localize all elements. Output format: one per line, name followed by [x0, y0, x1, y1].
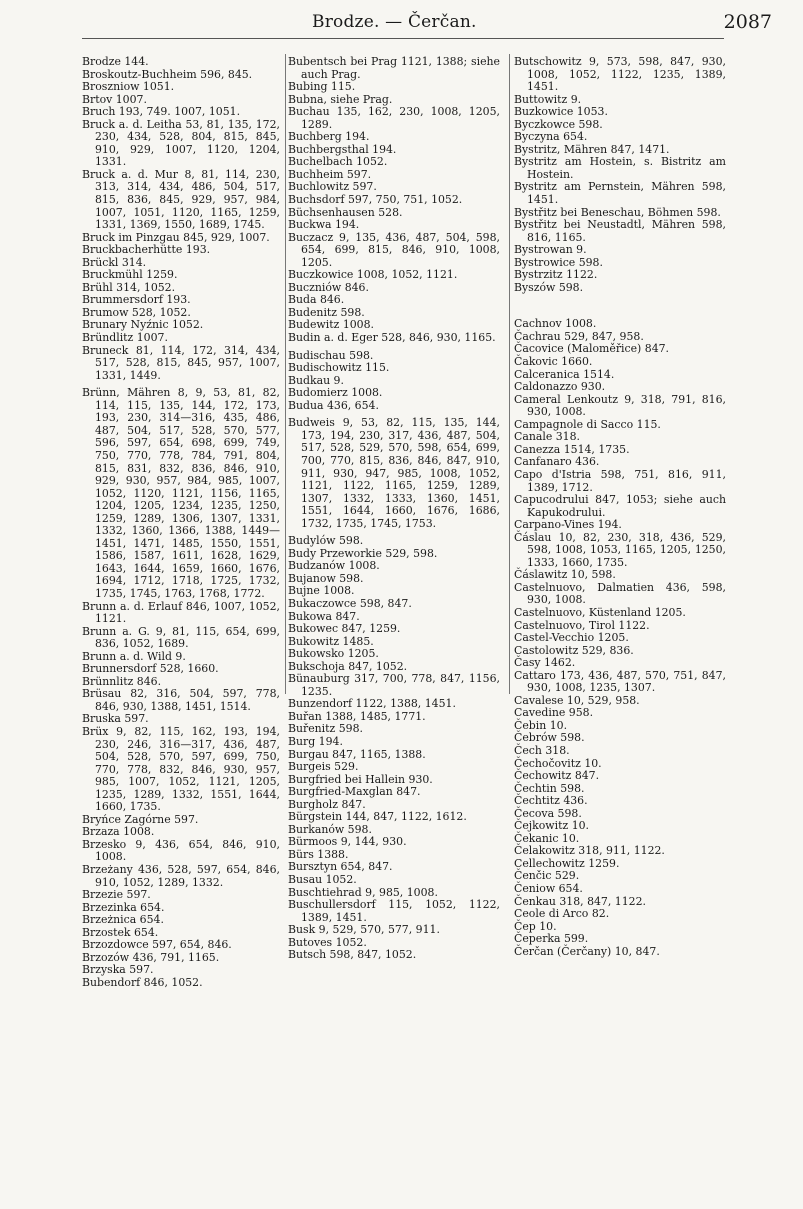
- index-entry: Budin a. d. Eger 528, 846, 930, 1165.: [288, 331, 496, 345]
- index-entry: Čáslau 10, 82, 230, 318, 436, 529, 598, 1008, 1053, 1165, 1205, 1250, 1333, 1660, 1735.: [514, 530, 726, 569]
- column-divider: [285, 54, 286, 694]
- index-entry: Čeniow 654.: [514, 882, 583, 895]
- index-entry: Castolowitz 529, 836.: [514, 643, 634, 657]
- column-divider: [509, 54, 510, 694]
- index-entry: Brzezie 597.: [82, 888, 151, 902]
- index-entry: Budy Przeworkie 529, 598.: [288, 546, 438, 560]
- index-entry: Burgholz 847.: [288, 797, 366, 811]
- index-entry: Brunn a. d. Erlauf 846, 1007, 1052, 1121.: [82, 599, 280, 626]
- index-entry: Carpano-Vines 194.: [514, 518, 622, 532]
- index-entry: Bruch 193, 749. 1007, 1051.: [82, 105, 241, 119]
- index-entry: Butschowitz 9, 573, 598, 847, 930, 1008, 1052, 1122, 1235, 1389, 1451.: [514, 55, 726, 94]
- index-entry: Buckwa 194.: [288, 218, 360, 232]
- index-entry: Bründlitz 1007.: [82, 331, 168, 345]
- index-entry: Buczacz 9, 135, 436, 487, 504, 598, 654, 699, 815, 846, 910, 1008, 1205.: [288, 230, 500, 269]
- index-entry: Byczkowce 598.: [514, 117, 603, 131]
- index-entry: Buschullersdorf 115, 1052, 1122, 1389, 1451.: [288, 898, 500, 924]
- index-entry: Čeperka 599.: [514, 932, 589, 946]
- index-entry: Čechtin 598.: [514, 781, 585, 795]
- column-1: [82, 56, 280, 989]
- index-entry: Čelakowitz 318, 911, 1122.: [514, 844, 665, 858]
- index-entry: Canezza 1514, 1735.: [514, 442, 630, 456]
- index-entry: Bubendorf 846, 1052.: [82, 975, 203, 989]
- index-entry: Bystřitz bei Neustadtl, Mähren 598, 816, 1165.: [514, 218, 726, 244]
- index-entry: Busk 9, 529, 570, 577, 911.: [288, 923, 440, 937]
- index-entry: Budzanów 1008.: [288, 559, 380, 573]
- index-entry: Ceole di Arco 82.: [514, 907, 610, 921]
- index-entry: Čebin 10.: [514, 718, 568, 732]
- index-entry: Bystrzitz 1122.: [514, 268, 598, 282]
- index-entry: Bruckbacherhütte 193.: [82, 243, 211, 257]
- index-entry: Buchau 135, 162, 230, 1008, 1205, 1289.: [288, 105, 500, 131]
- index-entry: Cattaro 173, 436, 487, 570, 751, 847, 930, 1008, 1235, 1307.: [514, 668, 726, 695]
- index-entry: Buchheim 597.: [288, 167, 372, 181]
- index-entry: Bukowec 847, 1259.: [288, 622, 401, 636]
- index-entry: Brzeżnica 654.: [82, 913, 164, 927]
- index-entry: Brzezinka 654.: [82, 900, 165, 914]
- index-entry: Čachrau 529, 847, 958.: [514, 329, 644, 343]
- index-entry: Bujanow 598.: [288, 571, 364, 585]
- page-number: 2087: [723, 11, 772, 33]
- index-entry: Brunn a. G. 9, 81, 115, 654, 699, 836, 1052, 1689.: [82, 624, 280, 651]
- index-entry: Brzaza 1008.: [82, 825, 155, 839]
- index-entry: Bursztyn 654, 847.: [288, 860, 393, 874]
- index-entry: Brzozów 436, 791, 1165.: [82, 950, 220, 964]
- index-entry: Čecova 598.: [514, 806, 582, 820]
- index-entry: Bukowsko 1205.: [288, 647, 379, 661]
- index-entry: Bukowitz 1485.: [288, 634, 374, 648]
- index-entry: Brummersdorf 193.: [82, 293, 191, 307]
- index-entry: Buchlowitz 597.: [288, 180, 377, 194]
- index-entry: Bryńce Zagórne 597.: [82, 812, 199, 826]
- index-entry: Bubing 115.: [288, 80, 356, 94]
- page-title: Brodze. — Čerčan.: [312, 12, 477, 32]
- index-entry: Cachnov 1008.: [514, 317, 597, 331]
- index-entry: Čenčic 529.: [514, 869, 580, 883]
- index-entry: Brtov 1007.: [82, 92, 147, 106]
- index-entry: Brückl 314.: [82, 255, 147, 269]
- index-entry: Čacovice (Maloměřice) 847.: [514, 342, 670, 356]
- index-entry: Brünn, Mähren 8, 9, 53, 81, 82, 114, 115, 135, 144, 172, 173, 193, 230, 314—316, 435, 486, 487, 504, 517, 528, 570, 577, 596, 597, 654, 698, 699, 749, 750, 770, 778, 784, 791, 804, 815, 831, 832, 836, 846, 910, 929, 930, 957, 984, 985, 1007, 1052, 1120, 1121, 1156, 1165, 1204, 1205, 1234, 1235, 1250, 1259, 1289, 1306, 1307, 1331, 1332, 1360, 1366, 1388, 1449—1451, 1471, 1485, 1550, 1551, 1586, 1587, 1611, 1628, 1629, 1643, 1644, 1659, 1660, 1676, 1694, 1712, 1718, 1725, 1732, 1735, 1745, 1763, 1768, 1772.: [82, 386, 280, 600]
- index-entry: Castelnuovo, Tirol 1122.: [514, 618, 650, 632]
- index-entry: Brzozdowce 597, 654, 846.: [82, 938, 232, 952]
- index-entry: Brzeżany 436, 528, 597, 654, 846, 910, 1052, 1289, 1332.: [82, 863, 280, 889]
- index-entry: Castelnuovo, Dalmatien 436, 598, 930, 1008.: [514, 580, 726, 607]
- index-entry: Brzostek 654.: [82, 925, 159, 939]
- index-entry: Bukowa 847.: [288, 609, 360, 623]
- index-entry: Bünauburg 317, 700, 778, 847, 1156, 1235.: [288, 672, 500, 698]
- index-entry: Burgau 847, 1165, 1388.: [288, 747, 426, 761]
- index-entry: Budischowitz 115.: [288, 361, 390, 375]
- index-entry: Busau 1052.: [288, 873, 357, 886]
- header-rule: [82, 38, 724, 39]
- index-entry: Cavalese 10, 529, 958.: [514, 693, 640, 707]
- index-entry: Büchsenhausen 528.: [288, 205, 403, 219]
- index-entry: Canfanaro 436.: [514, 455, 600, 469]
- index-entry: Butsch 598, 847, 1052.: [288, 948, 417, 962]
- index-entry: Budischau 598.: [288, 348, 374, 362]
- index-entry: Čechtitz 436.: [514, 794, 588, 808]
- index-entry: Bukaczowce 598, 847.: [288, 596, 412, 610]
- index-entry: Časy 1462.: [514, 656, 576, 670]
- index-entry: Budweis 9, 53, 82, 115, 135, 144, 173, 194, 230, 317, 436, 487, 504, 517, 528, 529, 570, 598, 654, 699, 700, 770, 815, 836, 846, 847, 910, 911, 930, 947, 985, 1008, 1052, 1121, 1122, 1165, 1259, 1289, 1307, 1332, 1333, 1360, 1451, 1551, 1644, 1660, 1676, 1686, 1732, 1735, 1745, 1753.: [288, 416, 500, 530]
- column-2: [288, 56, 500, 962]
- index-entry: Butoves 1052.: [288, 935, 367, 949]
- index-entry: Calceranica 1514.: [514, 367, 615, 381]
- index-entry: Čerčan (Čerčany) 10, 847.: [514, 944, 660, 958]
- index-entry: Brühl 314, 1052.: [82, 280, 176, 294]
- index-entry: Bürs 1388.: [288, 847, 349, 861]
- index-entry: Čáslawitz 10, 598.: [514, 568, 616, 582]
- index-entry: Buschtiehrad 9, 985, 1008.: [288, 885, 438, 899]
- index-entry: Byczyna 654.: [514, 130, 588, 144]
- index-entry: Bruck a. d. Mur 8, 81, 114, 230, 313, 314, 434, 486, 504, 517, 815, 836, 845, 929, 957, 984, 1007, 1051, 1120, 1165, 1259, 1331, 1369, 1550, 1689, 1745.: [82, 167, 280, 232]
- index-entry: Bubentsch bei Prag 1121, 1388; siehe auch Prag.: [288, 55, 500, 81]
- index-entry: Capucodrului 847, 1053; siehe auch Kapukodrului.: [514, 493, 726, 519]
- index-entry: Brüx 9, 82, 115, 162, 193, 194, 230, 246, 316—317, 436, 487, 504, 528, 570, 597, 699, 750, 770, 778, 832, 846, 930, 957, 985, 1007, 1052, 1121, 1205, 1235, 1289, 1332, 1551, 1644, 1660, 1735.: [82, 724, 280, 814]
- index-entry: Brünnlitz 846.: [82, 674, 162, 688]
- index-entry: Brüsau 82, 316, 504, 597, 778, 846, 930, 1388, 1451, 1514.: [82, 687, 280, 713]
- index-entry: Castel-Vecchio 1205.: [514, 631, 629, 645]
- index-entry: Brunary Nyźnic 1052.: [82, 318, 204, 332]
- index-entry: Buřenitz 598.: [288, 722, 363, 736]
- index-entry: Castelnuovo, Küstenland 1205.: [514, 605, 686, 619]
- index-entry: Bruckmühl 1259.: [82, 268, 178, 282]
- index-entry: Buczniów 846.: [288, 280, 369, 294]
- index-entry: Budylów 598.: [288, 534, 364, 548]
- index-entry: Čakovic 1660.: [514, 355, 593, 369]
- index-entry: Čebrów 598.: [514, 731, 585, 745]
- index-entry: Burgeis 529.: [288, 760, 359, 774]
- index-entry: Čenkau 318, 847, 1122.: [514, 894, 646, 908]
- index-entry: Broskoutz-Buchheim 596, 845.: [82, 67, 253, 81]
- index-entry: Bruneck 81, 114, 172, 314, 434, 517, 528, 815, 845, 957, 1007, 1331, 1449.: [82, 343, 280, 382]
- index-entry: Budua 436, 654.: [288, 398, 379, 412]
- index-entry: Buchelbach 1052.: [288, 155, 388, 169]
- index-entry: Buda 846.: [288, 293, 345, 307]
- index-entry: Brzesko 9, 436, 654, 846, 910, 1008.: [82, 837, 280, 864]
- index-entry: Burkanów 598.: [288, 822, 372, 836]
- index-entry: Budewitz 1008.: [288, 318, 374, 332]
- index-entry: Canale 318.: [514, 430, 580, 444]
- index-entry: Campagnole di Sacco 115.: [514, 417, 661, 431]
- index-entry: Burgfried-Maxglan 847.: [288, 785, 421, 799]
- index-entry: Caldonazzo 930.: [514, 380, 606, 394]
- index-entry: Bruska 597.: [82, 712, 149, 726]
- index-entry: Bystrowan 9.: [514, 243, 587, 257]
- index-entry: Brunn a. d. Wild 9.: [82, 649, 186, 663]
- index-entry: Byszów 598.: [514, 280, 584, 294]
- index-entry: Bystřitz bei Beneschau, Böhmen 598.: [514, 205, 721, 219]
- index-entry: Bystritz, Mähren 847, 1471.: [514, 142, 670, 156]
- index-entry: Brzyska 597.: [82, 963, 154, 977]
- index-entry: Čechočovitz 10.: [514, 756, 602, 770]
- index-entry: Burg 194.: [288, 734, 343, 748]
- index-entry: Buzkowice 1053.: [514, 105, 608, 119]
- index-entry: Čejkowitz 10.: [514, 819, 590, 833]
- index-entry: Cavedine 958.: [514, 706, 594, 720]
- index-entry: Čech 318.: [514, 743, 570, 757]
- index-entry: Čep 10.: [514, 919, 557, 933]
- index-entry: Buchbergsthal 194.: [288, 142, 397, 156]
- index-entry: Bunzendorf 1122, 1388, 1451.: [288, 697, 456, 711]
- index-entry: Bürmoos 9, 144, 930.: [288, 835, 407, 849]
- index-entry: Bystritz am Pernstein, Mähren 598, 1451.: [514, 180, 726, 207]
- index-entry: Bujne 1008.: [288, 584, 355, 598]
- index-entry: Cameral Lenkoutz 9, 318, 791, 816, 930, 1008.: [514, 392, 726, 419]
- index-entry: Buczkowice 1008, 1052, 1121.: [288, 268, 458, 282]
- index-entry: Broszniow 1051.: [82, 80, 175, 94]
- column-3: [514, 56, 726, 958]
- index-entry: Brunnersdorf 528, 1660.: [82, 662, 219, 676]
- index-entry: Bürgstein 144, 847, 1122, 1612.: [288, 810, 467, 824]
- index-entry: Budkau 9.: [288, 373, 344, 387]
- index-entry: Bystrowice 598.: [514, 255, 603, 269]
- index-entry: Bruck im Pinzgau 845, 929, 1007.: [82, 230, 270, 244]
- index-entry: Cellechowitz 1259.: [514, 856, 620, 870]
- index-entry: Bystritz am Hostein, s. Bistritz am Hostein.: [514, 155, 726, 181]
- index-entry: Čechowitz 847.: [514, 769, 600, 783]
- index-entry: Burgfried bei Hallein 930.: [288, 772, 433, 786]
- index-entry: Budenitz 598.: [288, 305, 365, 319]
- index-entry: Bukschoja 847, 1052.: [288, 659, 408, 673]
- index-entry: Buřan 1388, 1485, 1771.: [288, 709, 426, 723]
- index-entry: Capo d'Istria 598, 751, 816, 911, 1389, 1712.: [514, 467, 726, 494]
- index-entry: Buchberg 194.: [288, 130, 370, 144]
- index-entry: Bubna, siehe Prag.: [288, 92, 393, 106]
- index-entry: Bruck a. d. Leitha 53, 81, 135, 172, 230, 434, 528, 804, 815, 845, 910, 929, 1007, 1120, 1204, 1331.: [82, 117, 280, 169]
- index-entry: Buchsdorf 597, 750, 751, 1052.: [288, 193, 463, 207]
- index-entry: Budomierz 1008.: [288, 386, 383, 400]
- index-entry: Brodze 144.: [82, 55, 149, 68]
- index-entry: Buttowitz 9.: [514, 92, 582, 106]
- index-entry: Čekanic 10.: [514, 831, 580, 845]
- index-entry: Brumow 528, 1052.: [82, 305, 191, 319]
